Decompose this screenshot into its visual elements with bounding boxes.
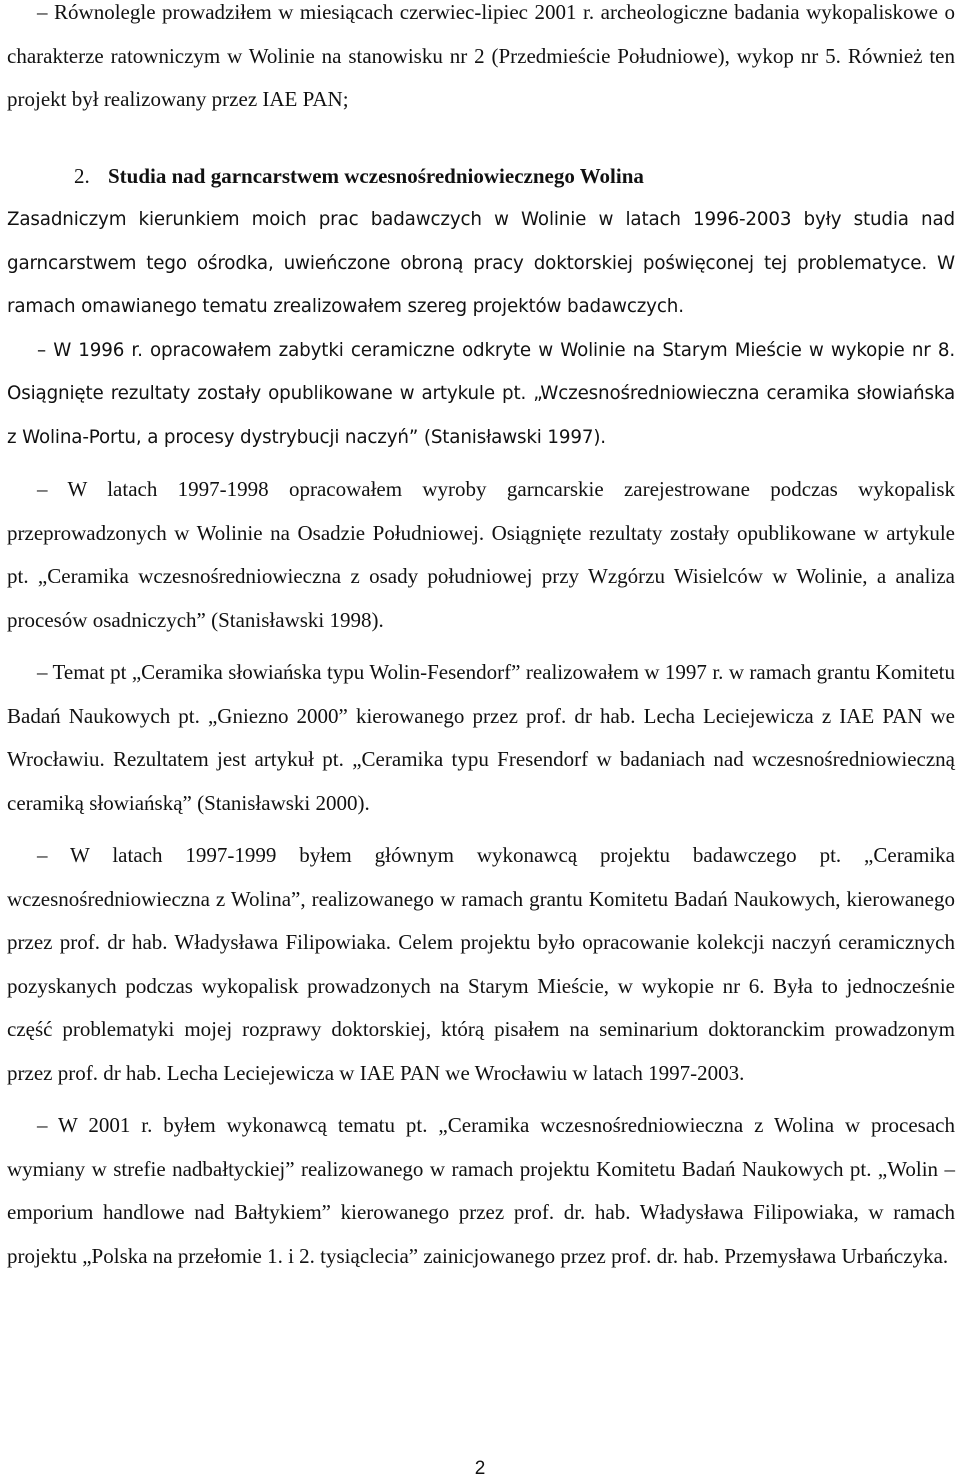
paragraph-research-direction: Zasadniczym kierunkiem moich prac badawczych w Wolinie w latach 1996-2003 były studia nad garncarstwem tego ośrodka, uwieńczone obroną pracy doktorskiej poświęconej tej problematyce. W ramach omawianego tematu zrealizowałem szereg projektów badawczych. xyxy=(7,209,955,317)
paragraph-1996-work: – W 1996 r. opracowałem zabytki ceramiczne odkryte w Wolinie na Starym Mieście w wykopie nr 8. Osiągnięte rezultaty zostały opublikowane w artykule pt. „Wczesnośredniowieczna ceramika słowiańska z Wolina-Portu, a procesy dystrybucji naczyń” (Stanisławski 1997). xyxy=(7,339,955,448)
paragraph-wolin-fesendorf: – Temat pt „Ceramika słowiańska typu Wolin-Fesendorf” realizowałem w 1997 r. w ramach grantu Komitetu Badań Naukowych pt. „Gniezno 2000” kierowanego przez prof. dr hab. Lecha Leciejewicza z IAE PAN we Wrocławiu. Rezultatem jest artykuł pt. „Ceramika typu Fresendorf w badaniach nad wczesnośredniowieczną ceramiką słowiańską” (Stanisławski 2000). xyxy=(7,660,955,815)
paragraph-1997-1999-project: – W latach 1997-1999 byłem głównym wykonawcą projektu badawczego pt. „Ceramika wczesnośredniowieczna z Wolina”, realizowanego w ramach grantu Komitetu Badań Naukowych, kierowanego przez prof. dr hab. Władysława Filipowiaka. Celem projektu było opracowanie kolekcji naczyń ceramicznych pozyskanych podczas wykopalisk prowadzonych na Starym Mieście, w wykopie nr 6. Była to jednocześnie część problematyki mojej rozprawy doktorskiej, którą pisałem na seminarium doktoranckim prowadzonym przez prof. dr hab. Lecha Leciejewicza w IAE PAN we Wrocławiu w latach 1997-2003. xyxy=(7,843,955,1085)
section-heading xyxy=(7,155,955,199)
page-number: 2 xyxy=(474,1458,486,1479)
section-number: 2. xyxy=(74,163,90,188)
section-title: Studia nad garncarstwem wczesnośredniowiecznego Wolina xyxy=(108,163,644,188)
paragraph-2001-project: – W 2001 r. byłem wykonawcą tematu pt. „Ceramika wczesnośredniowieczna z Wolina w procesach wymiany w strefie nadbałtyckiej” realizowanego w ramach projektu Komitetu Badań Naukowych pt. „Wolin – emporium handlowe nad Bałtykiem” kierowanego przez prof. dr. hab. Władysława Filipowiaka, w ramach projektu „Polska na przełomie 1. i 2. tysiąclecia” zainicjowanego przez prof. dr. hab. Przemysława Urbańczyka. xyxy=(7,1113,955,1268)
paragraph-1997-1998-work: – W latach 1997-1998 opracowałem wyroby garncarskie zarejestrowane podczas wykopalisk przeprowadzonych w Wolinie na Osadzie Południowej. Osiągnięte rezultaty zostały opublikowane w artykule pt. „Ceramika wczesnośredniowieczna z osady południowej przy Wzgórzu Wisielców w Wolinie, a analiza procesów osadniczych” (Stanisławski 1998). xyxy=(7,477,955,632)
paragraph-excavation-2001: – Równolegle prowadziłem w miesiącach czerwiec-lipiec 2001 r. archeologiczne badania wykopaliskowe o charakterze ratowniczym w Wolinie na stanowisku nr 2 (Przedmieście Południowe), wykop nr 5. Również ten projekt był realizowany przez IAE PAN; xyxy=(7,0,955,111)
document-page xyxy=(7,0,955,1278)
